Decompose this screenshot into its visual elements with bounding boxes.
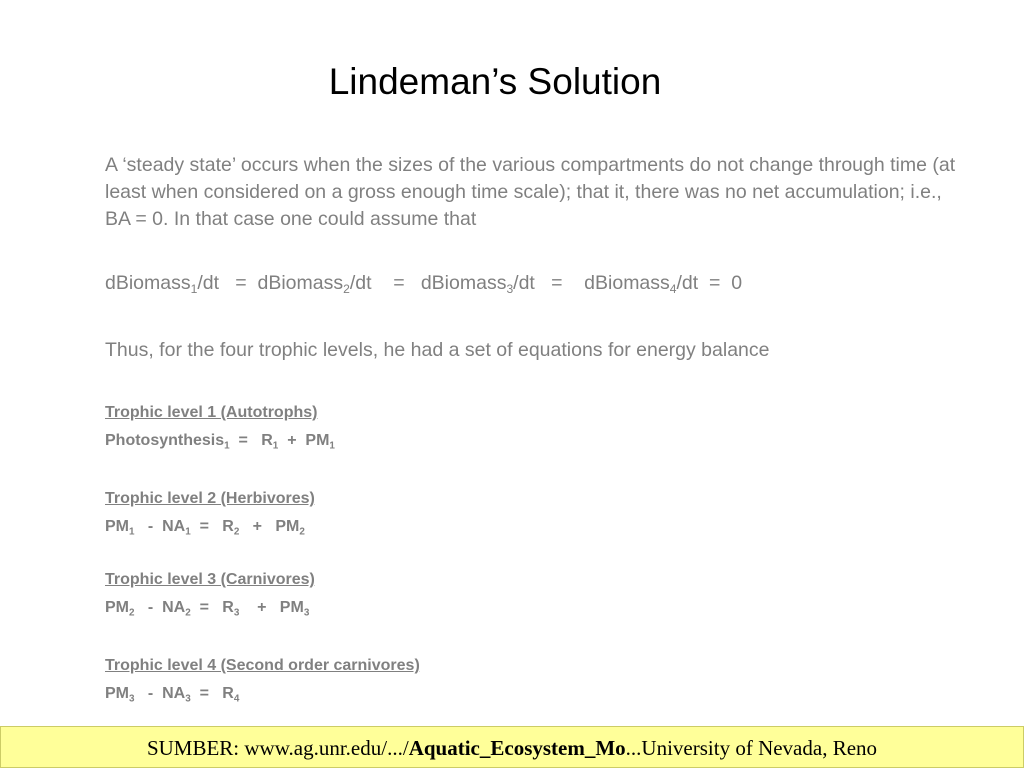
trophic-level-3-heading: Trophic level 3 (Carnivores) — [105, 571, 315, 588]
trophic-level-2-equation: $PM_1 - NA_1 = R_2 + PM_2$ — [105, 518, 305, 538]
slide-title: Lindeman’s Solution — [328, 61, 662, 102]
thus-statement: Thus, for the four trophic levels, he had a set of equations for energy balance — [105, 339, 770, 361]
trophic-level-3-equation: $PM_2 - NA_2 = R_3$ + $PM_3$ — [105, 599, 310, 619]
source-footer — [0, 726, 1024, 768]
footer-prefix: SUMBER: www.ag.unr.edu/.../ — [146, 736, 409, 760]
trophic-level-4-equation: $PM_3 - NA_3 = R_4$ — [105, 685, 240, 705]
trophic-level-4-heading: Trophic level 4 (Second order carnivores) — [105, 657, 420, 674]
footer-bold-link: Aquatic_Ecosystem_Mo — [408, 736, 626, 760]
steady-state-equation: dBiomass$_1$/dt = dBiomass$_2$/dt = dBiomass$_3$/dt = dBiomass$_4$/dt = 0 — [105, 272, 743, 297]
intro-paragraph: A ‘steady state’ occurs when the sizes of the various compartments do not change through time (at least when considered on a gross enough time scale); that it, there was no net accumulation; i.e., BA = 0. In that case one could assume that — [105, 154, 956, 230]
footer-suffix: ...University of Nevada, Reno — [625, 736, 878, 760]
trophic-level-1-equation: Photosynthesis$_1$ = $R_1 + PM_1$ — [105, 432, 335, 452]
trophic-level-2-heading: Trophic level 2 (Herbivores) — [105, 490, 315, 507]
trophic-level-1-heading: Trophic level 1 (Autotrophs) — [105, 404, 318, 421]
